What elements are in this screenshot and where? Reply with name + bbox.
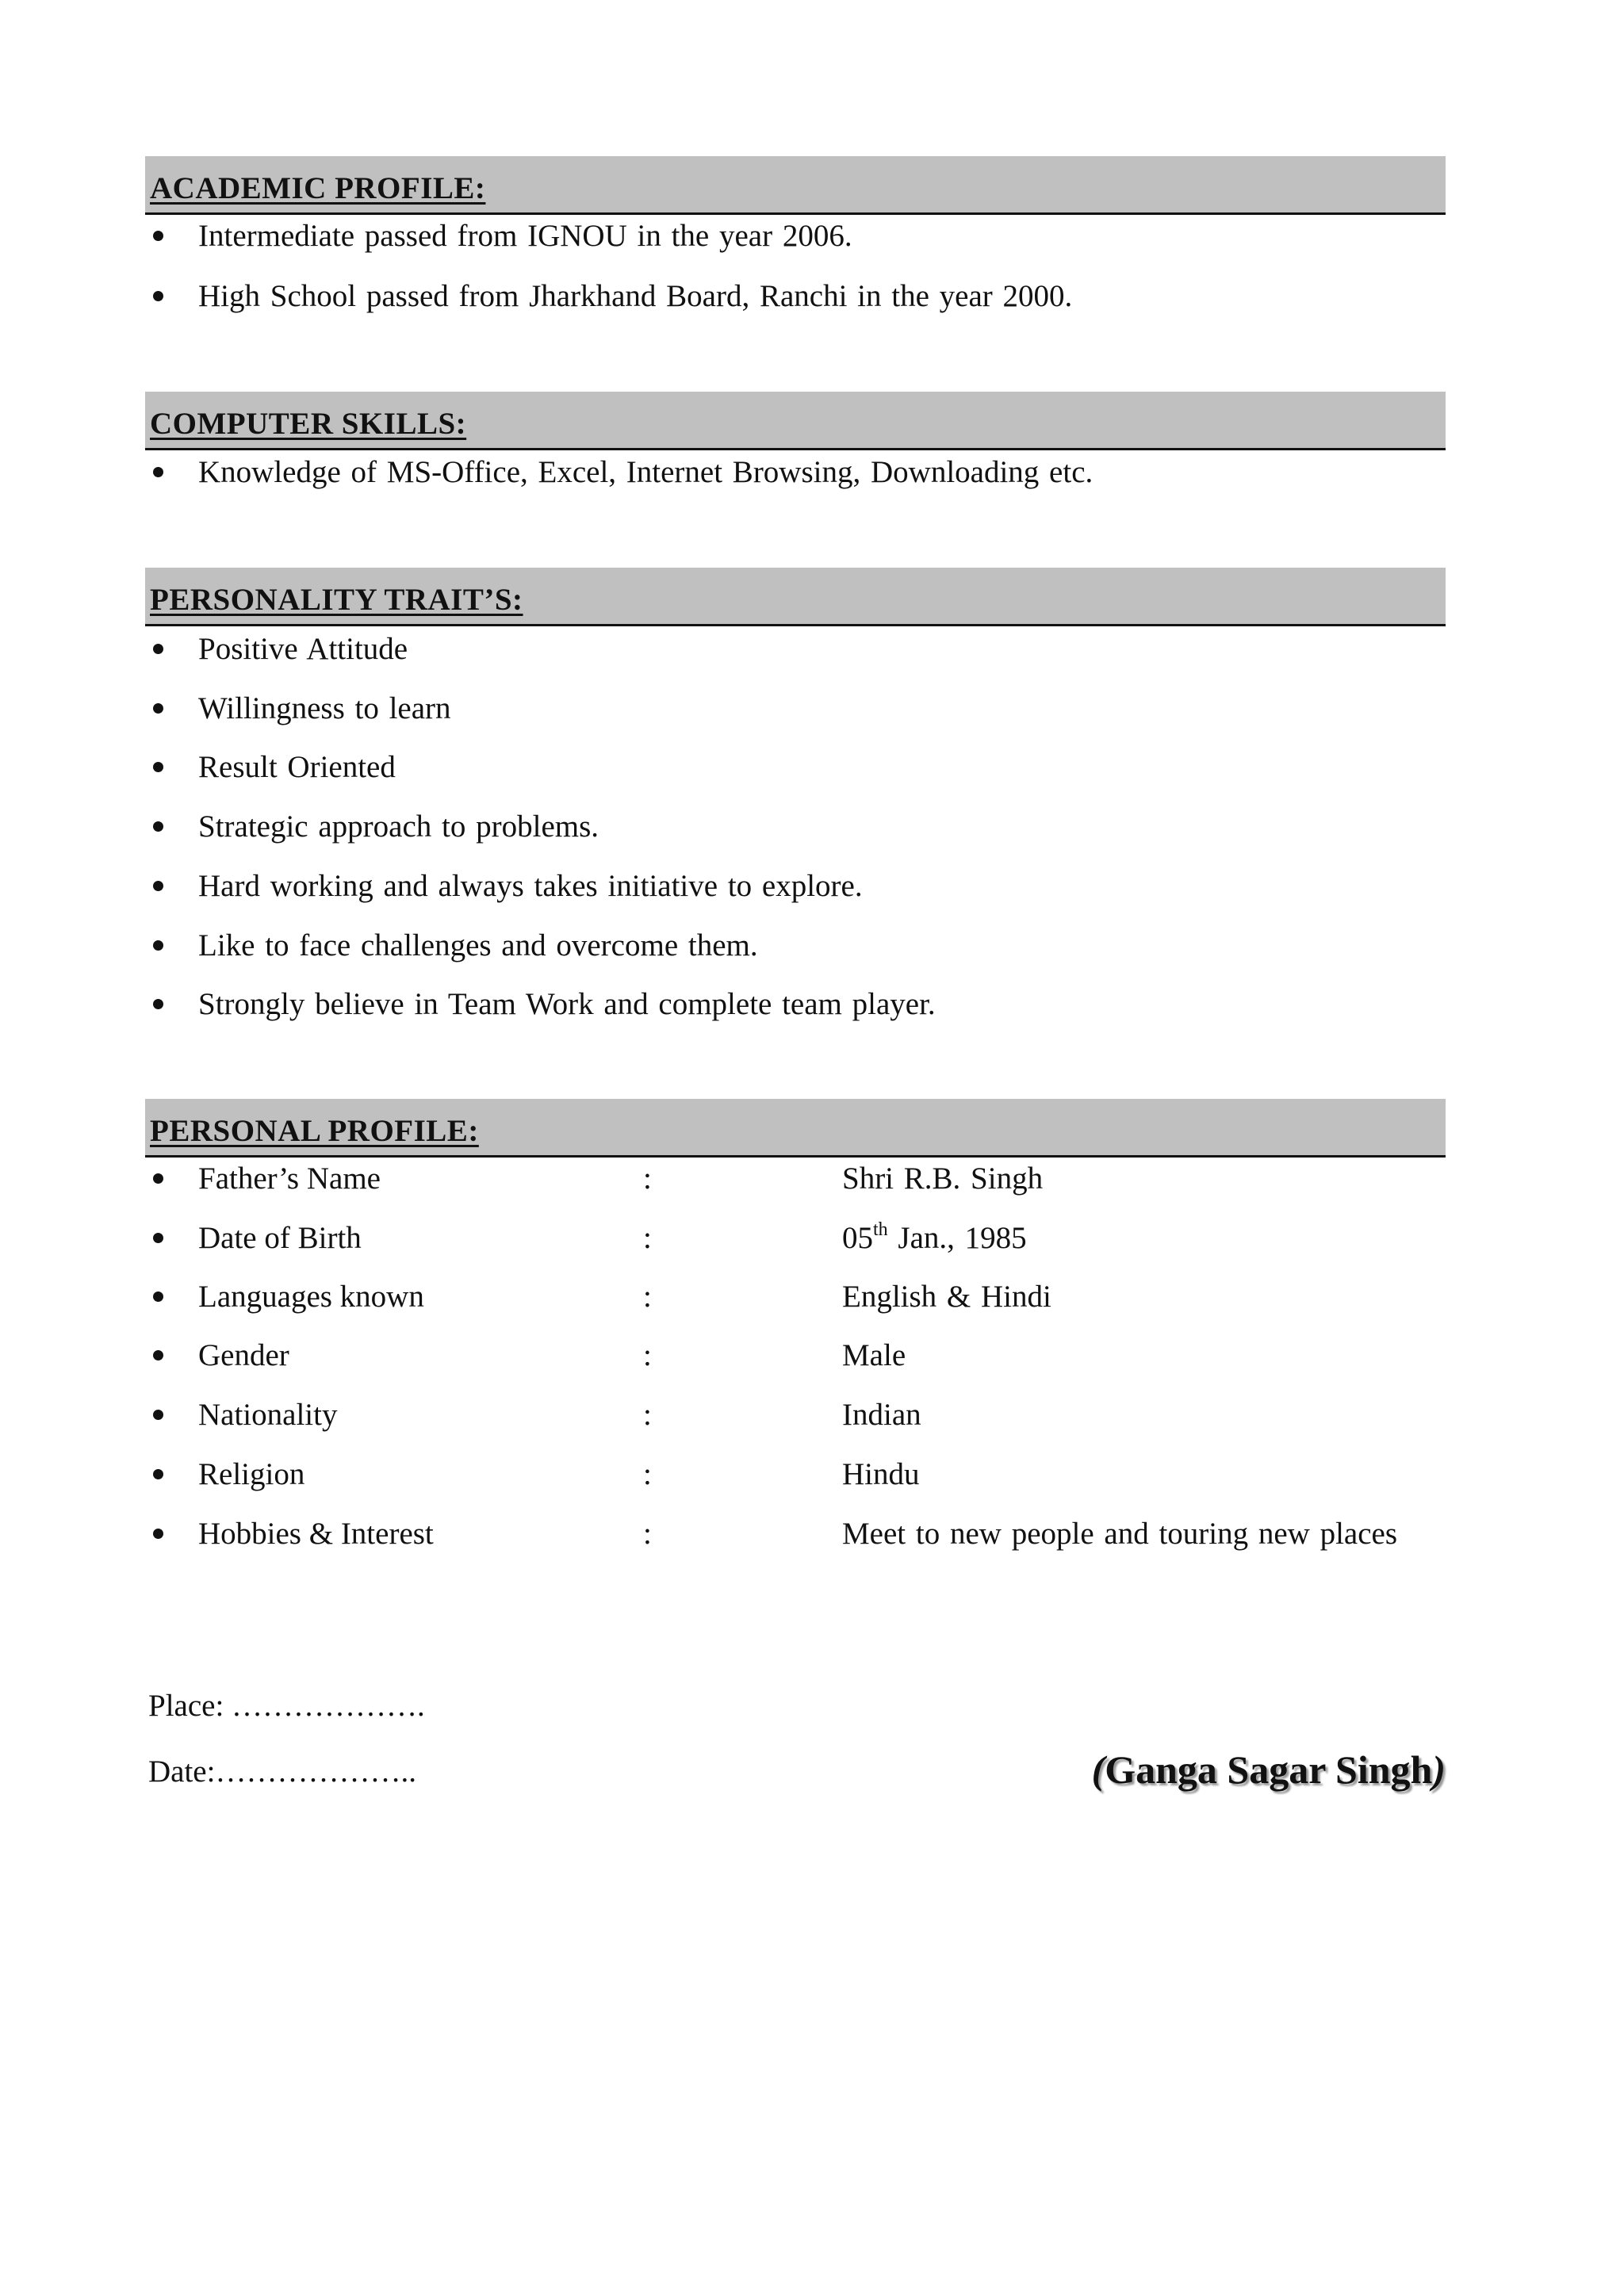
computer-skill-text: Knowledge of MS-Office, Excel, Internet Browsing, Downloading etc. (198, 455, 1094, 489)
bullet-icon (153, 1410, 163, 1420)
profile-label: Gender (198, 1338, 289, 1372)
personal-profile-header (145, 1099, 1446, 1158)
profile-label: Date of Birth (198, 1221, 362, 1255)
bullet-icon (153, 1173, 163, 1184)
place-line: Place: ………………. (148, 1689, 425, 1723)
profile-value: Male (842, 1338, 906, 1372)
profile-separator: : (643, 1221, 652, 1255)
computer-skills-title: COMPUTER SKILLS: (150, 407, 467, 441)
bullet-icon (153, 1469, 163, 1479)
dob-rest: Jan., 1985 (887, 1221, 1027, 1255)
profile-separator: : (643, 1398, 652, 1432)
profile-label: Religion (198, 1457, 305, 1491)
trait-text: Willingness to learn (198, 691, 451, 725)
bullet-icon (153, 999, 163, 1009)
bullet-icon (153, 703, 163, 714)
academic-item-text: High School passed from Jharkhand Board, Ranchi in the year 2000. (198, 279, 1073, 313)
bullet-icon (153, 1350, 163, 1360)
academic-profile-title: ACADEMIC PROFILE: (150, 171, 486, 205)
signature-close-paren: ) (1432, 1747, 1446, 1792)
bullet-icon (153, 231, 163, 241)
signature-open-paren: ( (1091, 1747, 1105, 1792)
computer-skills-header (145, 392, 1446, 450)
bullet-icon (153, 467, 163, 477)
profile-value (842, 1218, 1027, 1259)
profile-label: Hobbies & Interest (198, 1517, 434, 1551)
personality-traits-title: PERSONALITY TRAIT’S: (150, 583, 523, 617)
profile-value: Shri R.B. Singh (842, 1161, 1044, 1196)
profile-value: Meet to new people and touring new places (842, 1517, 1398, 1551)
bullet-icon (153, 881, 163, 891)
dob-ordinal: th (873, 1219, 888, 1240)
academic-item-text: Intermediate passed from IGNOU in the year 2006. (198, 219, 852, 253)
profile-separator: : (643, 1457, 652, 1491)
profile-separator: : (643, 1517, 652, 1551)
bullet-icon (153, 821, 163, 832)
profile-value: Hindu (842, 1457, 920, 1491)
bullet-icon (153, 644, 163, 654)
profile-value: Indian (842, 1398, 921, 1432)
bullet-icon (153, 1529, 163, 1539)
trait-text: Like to face challenges and overcome them. (198, 928, 758, 962)
profile-separator: : (643, 1161, 652, 1196)
bullet-icon (153, 291, 163, 301)
profile-value: English & Hindi (842, 1280, 1051, 1314)
dob-day: 05 (842, 1221, 873, 1255)
profile-label: Father’s Name (198, 1161, 381, 1196)
signature-text: Ganga Sagar Singh (1105, 1747, 1433, 1792)
trait-text: Strongly believe in Team Work and complete team player. (198, 987, 936, 1021)
profile-separator: : (643, 1280, 652, 1314)
bullet-icon (153, 940, 163, 951)
personality-traits-header (145, 568, 1446, 626)
bullet-icon (153, 1292, 163, 1302)
trait-text: Positive Attitude (198, 632, 408, 666)
trait-text: Hard working and always takes initiative to explore. (198, 869, 863, 903)
date-line: Date:……………….. (148, 1755, 416, 1789)
profile-label: Languages known (198, 1280, 424, 1314)
bullet-icon (153, 1233, 163, 1243)
profile-separator: : (643, 1338, 652, 1372)
academic-profile-header (145, 156, 1446, 215)
signature-name (1092, 1744, 1446, 1795)
trait-text: Result Oriented (198, 750, 396, 784)
trait-text: Strategic approach to problems. (198, 809, 599, 844)
profile-label: Nationality (198, 1398, 338, 1432)
personal-profile-title: PERSONAL PROFILE: (150, 1114, 479, 1148)
bullet-icon (153, 762, 163, 772)
